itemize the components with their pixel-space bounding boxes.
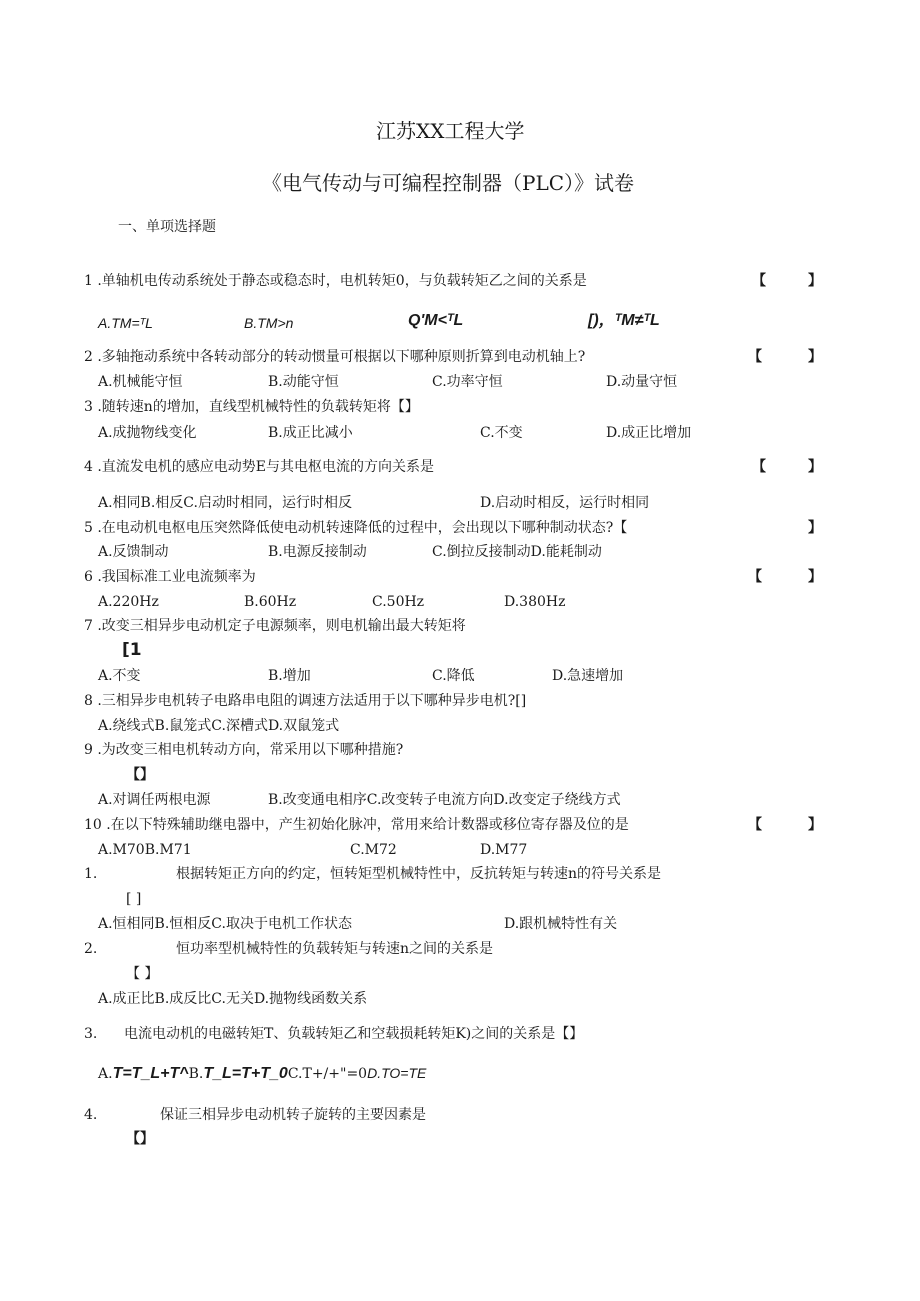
part2-question-1-options-abc: A.恒相同B.恒相反C.取决于电机工作状态: [98, 916, 352, 932]
question-4-option-d: D.启动时相反，运行时相同: [480, 495, 650, 511]
question-2-option-c: C.功率守恒: [432, 374, 503, 390]
part2-question-1-text: 根据转矩正方向的约定，恒转矩型机械特性中，反抗转矩与转速n的符号关系是: [176, 866, 662, 882]
question-10-options-ab: A.M70B.M71: [98, 842, 192, 858]
part2-question-2-options: A.成正比B.成反比C.无关D.抛物线函数关系: [98, 991, 368, 1007]
option-b-prefix: B.: [188, 1066, 204, 1082]
question-6-option-d: D.380Hz: [504, 594, 566, 610]
question-1-text: 1 .单轴机电传动系统处于静态或稳态时，电机转矩0，与负载转矩乙之间的关系是: [84, 273, 587, 289]
option-d: D.TO=TE: [367, 1065, 427, 1081]
question-7-option-d: D.急速增加: [552, 668, 624, 684]
question-3-text: 3 .随转速n的增加，直线型机械特性的负载转矩将【】: [84, 399, 419, 415]
part2-question-1-bracket: [ ]: [126, 891, 142, 907]
part2-question-4-bracket: 【】: [126, 1131, 154, 1147]
question-9-bracket: 【】: [126, 767, 154, 783]
question-9-option-a: A.对调任两根电源: [98, 792, 211, 808]
option-a-prefix: A.: [98, 1066, 113, 1082]
part2-question-2-number: 2.: [84, 941, 98, 957]
answer-bracket-close: 】: [808, 273, 822, 289]
part2-question-2-text: 恒功率型机械特性的负载转矩与转速n之间的关系是: [176, 941, 494, 957]
answer-bracket-close: 】: [808, 520, 822, 536]
question-1-option-a: A.TM=ᵀL: [98, 315, 153, 331]
part2-question-3-options: [98, 1064, 426, 1083]
question-1-option-b: B.TM>n: [244, 315, 294, 331]
answer-bracket-open: 【: [748, 349, 762, 365]
question-3-option-a: A.成抛物线变化: [98, 425, 197, 441]
university-name: 江苏XX工程大学: [376, 119, 525, 143]
question-3-option-b: B.成正比减小: [268, 425, 353, 441]
part2-question-1-option-d: D.跟机械特性有关: [504, 916, 618, 932]
question-7-option-b: B.增加: [268, 668, 311, 684]
answer-bracket-close: 】: [808, 817, 822, 833]
question-1-option-d: [)，ᵀM≠ᵀL: [588, 312, 660, 329]
question-10-option-c: C.M72: [350, 842, 397, 858]
question-7-bracket: [1: [122, 640, 142, 660]
question-6-option-a: A.220Hz: [98, 594, 159, 610]
question-3-option-c: C.不变: [480, 425, 523, 441]
question-6-option-b: B.60Hz: [244, 594, 297, 610]
question-6-text: 6 .我国标准工业电流频率为: [84, 569, 256, 585]
question-8-text: 8 .三相异步电机转子电路串电阻的调速方法适用于以下哪种异步电机?[]: [84, 693, 527, 709]
question-7-option-c: C.降低: [432, 668, 475, 684]
question-9-options-bcd: B.改变通电相序C.改变转子电流方向D.改变定子绕线方式: [268, 792, 621, 808]
question-6-option-c: C.50Hz: [372, 594, 425, 610]
question-4-text: 4 .直流发电机的感应电动势E与其电枢电流的方向关系是: [84, 459, 435, 475]
question-4-options-abc: A.相同B.相反C.启动时相同，运行时相反: [98, 495, 352, 511]
option-c: C.T+/+"=0: [287, 1066, 368, 1082]
part2-question-4-text: 保证三相异步电动机转子旋转的主要因素是: [160, 1107, 426, 1123]
section-heading: 一、单项选择题: [118, 219, 216, 235]
option-a-formula: T=T_L+T^: [112, 1065, 189, 1082]
option-b-formula: T_L=T+T_0: [203, 1065, 288, 1082]
answer-bracket-open: 【: [752, 459, 766, 475]
part2-question-3-text: 电流电动机的电磁转矩T、负载转矩乙和空载损耗转矩K)之间的关系是【】: [124, 1026, 584, 1042]
question-9-text: 9 .为改变三相电机转动方向，常采用以下哪种措施?: [84, 742, 404, 758]
part2-question-4-number: 4.: [84, 1107, 98, 1123]
question-5-options-cd: C.倒拉反接制动D.能耗制动: [432, 544, 602, 560]
question-2-option-b: B.动能守恒: [268, 374, 339, 390]
question-2-option-a: A.机械能守恒: [98, 374, 183, 390]
exam-title: 《电气传动与可编程控制器（PLC）》试卷: [262, 171, 635, 195]
question-2-text: 2 .多轴拖动系统中各转动部分的转动惯量可根据以下哪种原则折算到电动机轴上?: [84, 349, 586, 365]
answer-bracket-close: 】: [808, 349, 822, 365]
part2-question-1-number: 1.: [84, 866, 98, 882]
answer-bracket-close: 】: [808, 569, 822, 585]
question-10-option-d: D.M77: [480, 842, 528, 858]
answer-bracket-open: 【: [748, 817, 762, 833]
question-2-option-d: D.动量守恒: [606, 374, 678, 390]
part2-question-3-number: 3.: [84, 1026, 98, 1042]
question-5-option-a: A.反馈制动: [98, 544, 169, 560]
answer-bracket-open: 【: [752, 273, 766, 289]
question-5-option-b: B.电源反接制动: [268, 544, 367, 560]
question-3-option-d: D.成正比增加: [606, 425, 692, 441]
question-7-option-a: A.不变: [98, 668, 141, 684]
answer-bracket-open: 【: [748, 569, 762, 585]
answer-bracket-close: 】: [808, 459, 822, 475]
part2-question-2-bracket: 【 】: [126, 966, 159, 982]
question-8-options: A.绕线式B.鼠笼式C.深槽式D.双鼠笼式: [98, 718, 340, 734]
question-10-text: 10 .在以下特殊辅助继电器中，产生初始化脉冲，常用来给计数器或移位寄存器及位的是: [84, 817, 629, 833]
question-7-text: 7 .改变三相异步电动机定子电源频率，则电机输出最大转矩将: [84, 618, 466, 634]
question-5-text: 5 .在电动机电枢电压突然降低使电动机转速降低的过程中，会出现以下哪种制动状态?【: [84, 520, 628, 536]
question-1-option-c: Q'M<ᵀL: [408, 312, 464, 329]
